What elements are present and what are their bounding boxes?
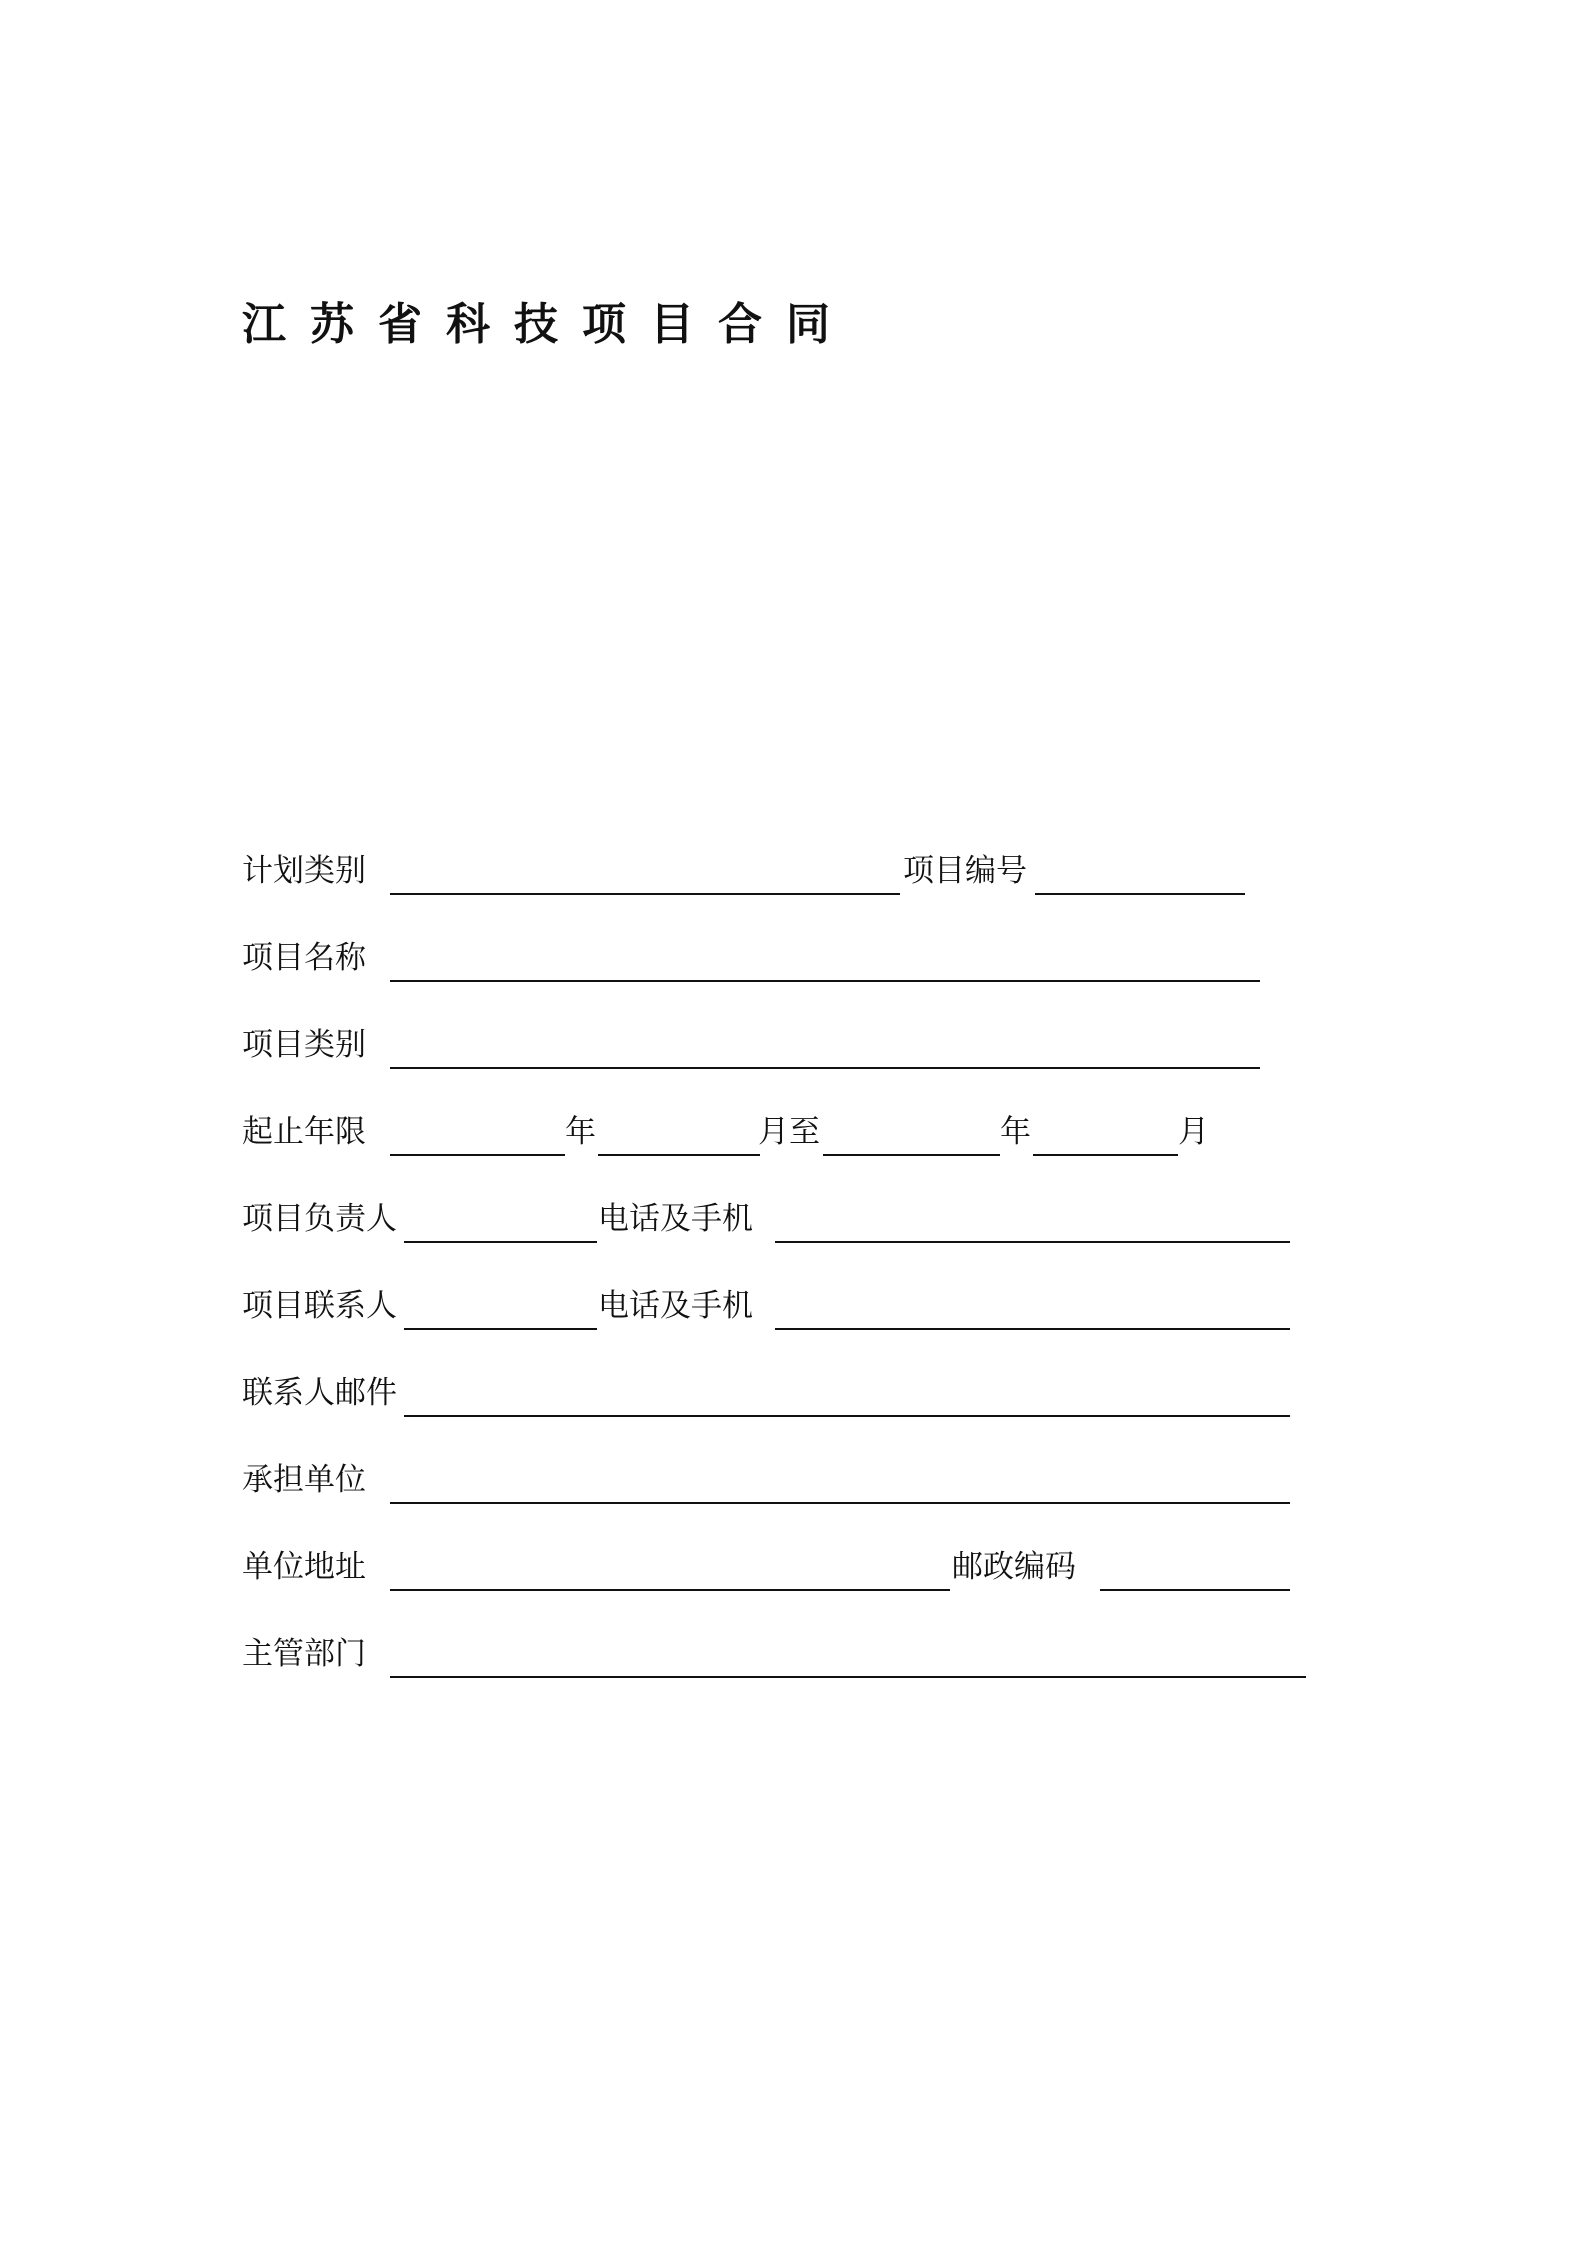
- leader-phone-label: 电话及手机: [598, 1201, 753, 1237]
- end-month-unit: 月: [1178, 1114, 1209, 1150]
- contact-email-label: 联系人邮件: [242, 1375, 397, 1411]
- end-month-field[interactable]: [1033, 1154, 1178, 1156]
- end-year-unit: 年: [1000, 1114, 1031, 1150]
- project-category-label: 项目类别: [242, 1027, 366, 1063]
- supervising-department-field[interactable]: [390, 1676, 1306, 1678]
- postal-code-field[interactable]: [1100, 1589, 1290, 1591]
- project-contact-field[interactable]: [404, 1328, 597, 1330]
- start-year-field[interactable]: [390, 1154, 565, 1156]
- undertaking-unit-field[interactable]: [390, 1502, 1290, 1504]
- contact-email-field[interactable]: [404, 1415, 1290, 1417]
- project-name-field[interactable]: [390, 980, 1260, 982]
- project-leader-field[interactable]: [404, 1241, 597, 1243]
- project-leader-label: 项目负责人: [242, 1201, 397, 1237]
- supervising-department-label: 主管部门: [242, 1636, 366, 1672]
- undertaking-unit-label: 承担单位: [242, 1462, 366, 1498]
- contact-phone-label: 电话及手机: [598, 1288, 753, 1324]
- plan-category-field[interactable]: [390, 893, 900, 895]
- start-month-field[interactable]: [598, 1154, 760, 1156]
- document-title: 江苏省科技项目合同: [242, 299, 854, 350]
- project-category-field[interactable]: [390, 1067, 1260, 1069]
- unit-address-field[interactable]: [390, 1589, 950, 1591]
- project-number-field[interactable]: [1035, 893, 1245, 895]
- unit-address-label: 单位地址: [242, 1549, 366, 1585]
- contact-phone-field[interactable]: [775, 1328, 1290, 1330]
- project-contact-label: 项目联系人: [242, 1288, 397, 1324]
- period-label: 起止年限: [242, 1114, 366, 1150]
- plan-category-label: 计划类别: [242, 853, 366, 889]
- leader-phone-field[interactable]: [775, 1241, 1290, 1243]
- end-year-field[interactable]: [823, 1154, 1000, 1156]
- start-year-unit: 年: [565, 1114, 596, 1150]
- project-name-label: 项目名称: [242, 940, 366, 976]
- project-number-label: 项目编号: [903, 853, 1027, 889]
- month-to-label: 月至: [758, 1114, 820, 1150]
- postal-code-label: 邮政编码: [952, 1549, 1076, 1585]
